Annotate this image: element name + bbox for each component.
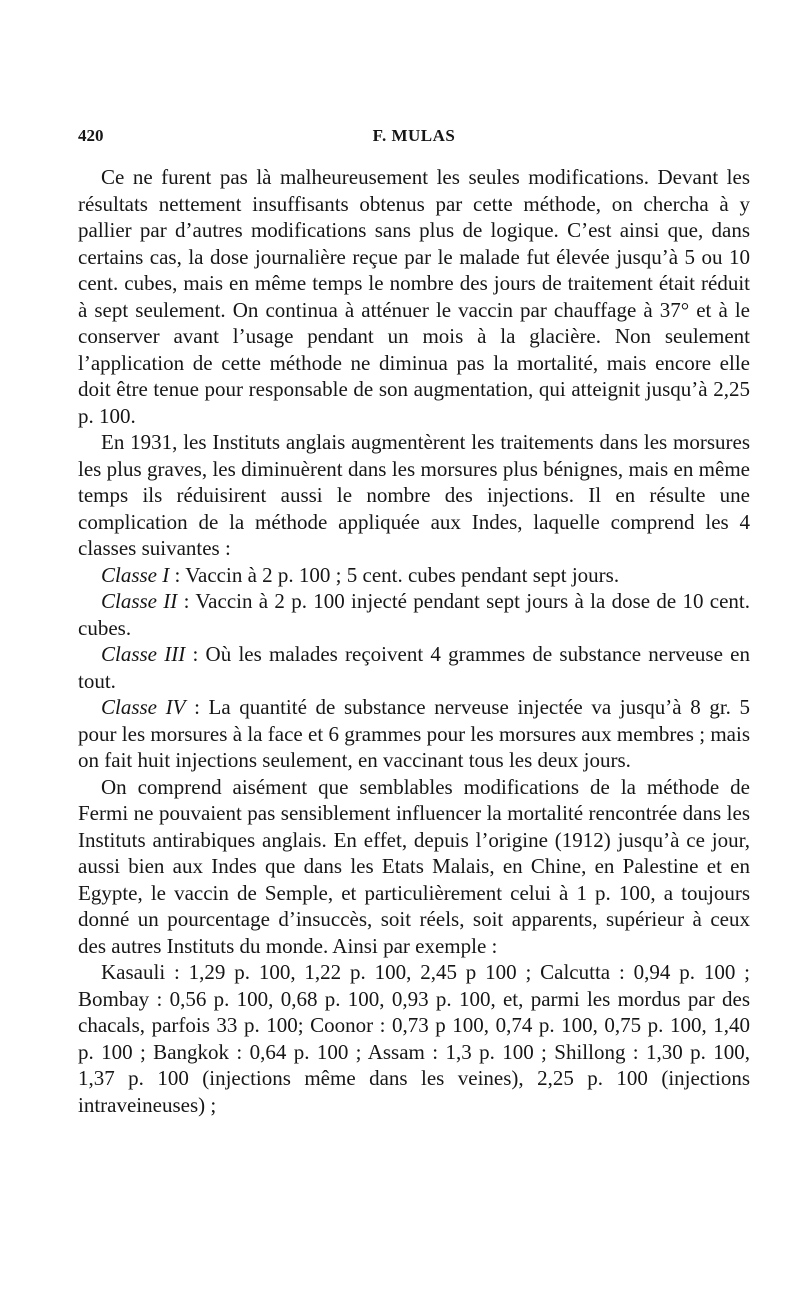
classe-4-item bbox=[78, 694, 750, 774]
classe-3-text: : Où les malades reçoivent 4 grammes de substance nerveuse en tout. bbox=[78, 642, 750, 693]
classe-1-label: Classe I bbox=[101, 562, 170, 587]
classe-1-item bbox=[78, 562, 750, 589]
paragraph-modifications: Ce ne furent pas là malheureusement les seules modifications. Devant les résultats nettement insuffisants obtenus par cette méthode, on chercha à y pallier par d’autres modifications sans plus de logique. C’est ainsi que, dans certains cas, la dose journalière reçue par le malade fut élevée jusqu’à 5 ou 10 cent. cubes, mais en même temps le nombre des jours de traitement était réduit à sept seulement. On continua à atténuer le vaccin par chauffage à 37° et à le conserver avant l’usage pendant un mois à la glacière. Non seulement l’application de cette méthode ne diminua pas la mortalité, mais encore elle doit être tenue pour responsable de son augmentation, qui atteignit jusqu’à 2,25 p. 100. bbox=[78, 165, 750, 428]
classe-1-text: : Vaccin à 2 p. 100 ; 5 cent. cubes pendant sept jours. bbox=[169, 562, 620, 587]
classe-3-item bbox=[78, 641, 750, 694]
classe-2-label: Classe II bbox=[101, 589, 178, 613]
classe-4-text: : La quantité de substance nerveuse injectée va jusqu’à 8 gr. 5 pour les morsures à la face et 6 grammes pour les morsures aux membres ; mais on fait huit injections seulement, en vaccinant tous les deux jours. bbox=[78, 695, 751, 772]
paragraph-1931: En 1931, les Instituts anglais augmentèrent les traitements dans les morsures les plus graves, les diminuèrent dans les morsures plus bénignes, mais en même temps ils réduisirent aussi le nombre des injections. Il en résulte une complication de la méthode appliquée aux Indes, laquelle comprend les 4 classes suivantes : bbox=[78, 430, 750, 560]
classe-2-item bbox=[78, 588, 750, 641]
running-title: F. MULAS bbox=[372, 126, 456, 145]
paragraph-statistics: Kasauli : 1,29 p. 100, 1,22 p. 100, 2,45 p 100 ; Calcutta : 0,94 p. 100 ; Bombay : 0,56 p. 100, 0,68 p. 100, 0,93 p. 100, et, parmi les mordus par des chacals, parfois 33 p. 100; Coonor : 0,73 p 100, 0,74 p. 100, 0,75 p. 100, 1,40 p. 100 ; Bangkok : 0,64 p. 100 ; Assam : 1,3 p. 100 ; Shillong : 1,30 p. 100, 1,37 p. 100 (injections même dans les veines), 2,25 p. 100 (injections intraveineuses) ; bbox=[78, 960, 750, 1117]
body-text bbox=[78, 164, 750, 1118]
classe-3-label: Classe III bbox=[101, 642, 186, 666]
page-number: 420 bbox=[78, 126, 104, 145]
classe-2-text: : Vaccin à 2 p. 100 injecté pendant sept jours à la dose de 10 cent. cubes. bbox=[78, 589, 750, 640]
page bbox=[78, 120, 750, 1118]
paragraph-fermi: On comprend aisément que semblables modifications de la méthode de Fermi ne pouvaient pas sensiblement influencer la mortalité rencontrée dans les Instituts antirabiques anglais. En effet, depuis l’origine (1912) jusqu’à ce jour, aussi bien aux Indes que dans les Etats Malais, en Chine, en Palestine et en Egypte, le vaccin de Semple, et particulièrement celui à 1 p. 100, a toujours donné un pourcentage d’insuccès, soit réels, soit apparents, supérieur à ceux des autres Instituts du monde. Ainsi par exemple : bbox=[78, 774, 750, 958]
classe-4-label: Classe IV bbox=[101, 695, 186, 719]
page-header bbox=[78, 120, 750, 154]
